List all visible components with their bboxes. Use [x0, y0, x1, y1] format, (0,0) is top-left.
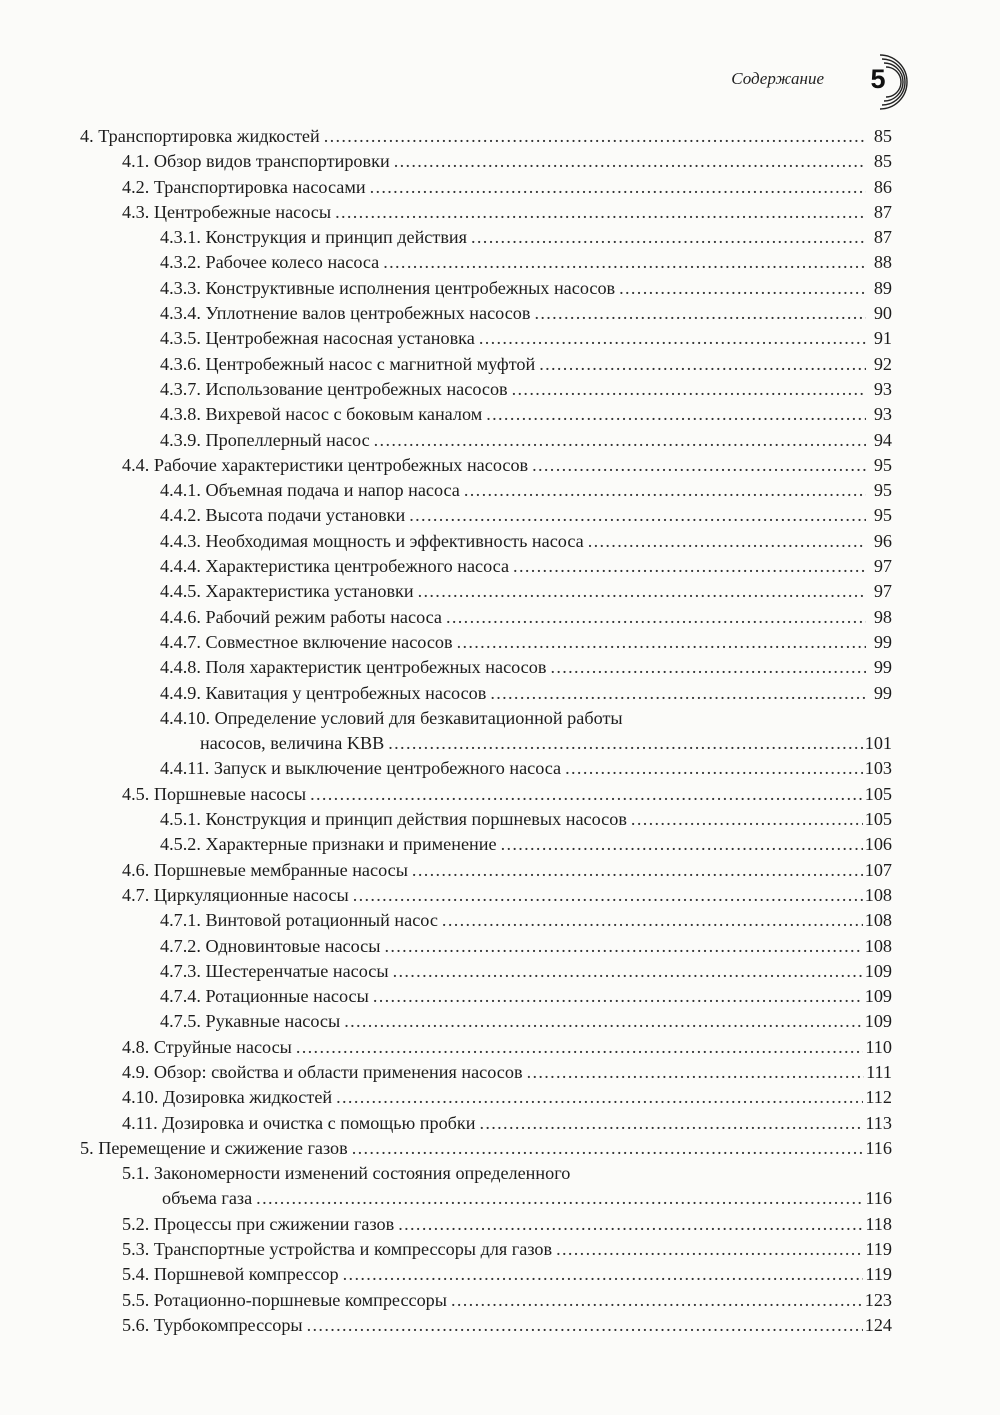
toc-entry-title: 4.4.9. Кавитация у центробежных насосов — [160, 682, 487, 703]
toc-entry-page: 106 — [864, 834, 892, 855]
toc-entry — [80, 554, 900, 579]
toc-entry-page: 95 — [873, 480, 892, 501]
toc-entry-page: 90 — [873, 303, 892, 324]
toc-leader-dots — [565, 756, 863, 781]
toc-leader-dots — [388, 731, 862, 756]
toc-entry-title: 4.7.1. Винтовой ротационный насос — [160, 910, 438, 931]
toc-entry-title: 5.2. Процессы при сжижении газов — [122, 1213, 395, 1234]
toc-entry — [80, 858, 900, 883]
toc-entry — [80, 200, 900, 225]
toc-entry-page: 94 — [873, 429, 892, 450]
toc-entry-page: 85 — [873, 151, 892, 172]
toc-entry-title: 4.1. Обзор видов транспортировки — [122, 151, 390, 172]
toc-entry — [80, 250, 900, 275]
toc-leader-dots — [398, 1212, 863, 1237]
toc-entry-page: 95 — [873, 454, 892, 475]
toc-leader-dots — [471, 225, 866, 250]
toc-leader-dots — [374, 428, 866, 453]
toc-entry — [80, 1262, 900, 1287]
toc-entry-page: 99 — [873, 682, 892, 703]
toc-entry — [80, 681, 900, 706]
toc-entry — [80, 377, 900, 402]
toc-entry-page: 97 — [873, 556, 892, 577]
toc-leader-dots — [631, 807, 863, 832]
toc-leader-dots — [464, 478, 866, 503]
toc-entry-page: 103 — [864, 758, 892, 779]
toc-entry — [80, 1313, 900, 1338]
toc-leader-dots — [527, 1060, 865, 1085]
toc-entry — [80, 1035, 900, 1060]
toc-entry — [80, 1212, 900, 1237]
toc-entry-page: 96 — [873, 530, 892, 551]
toc-entry — [80, 428, 900, 453]
toc-leader-dots — [412, 858, 863, 883]
toc-entry-title: 5. Перемещение и сжижение газов — [80, 1137, 348, 1158]
toc-entry — [80, 908, 900, 933]
toc-entry-title: 4.4.10. Определение условий для безкавитационной работы — [160, 707, 623, 728]
toc-entry-title: 4.10. Дозировка жидкостей — [122, 1087, 333, 1108]
page-number: 5 — [870, 63, 886, 94]
toc-entry-page: 93 — [873, 378, 892, 399]
toc-leader-dots — [451, 1288, 863, 1313]
toc-entry — [80, 1009, 900, 1034]
toc-entry — [80, 175, 900, 200]
toc-entry-title: 4.6. Поршневые мембранные насосы — [122, 859, 408, 880]
toc-leader-dots — [479, 326, 866, 351]
toc-entry-title: 4.2. Транспортировка насосами — [122, 176, 366, 197]
toc-entry-page: 113 — [865, 1112, 892, 1133]
table-of-contents — [80, 124, 900, 1338]
toc-leader-dots — [550, 655, 866, 680]
toc-entry-page: 116 — [865, 1188, 892, 1209]
toc-leader-dots — [457, 630, 866, 655]
toc-leader-dots — [539, 352, 866, 377]
toc-entry-page: 119 — [865, 1239, 892, 1260]
toc-entry-page: 123 — [864, 1289, 892, 1310]
toc-entry-page: 109 — [864, 986, 892, 1007]
toc-entry-title: 4.4.5. Характеристика установки — [160, 581, 414, 602]
toc-entry-title: 4.7. Циркуляционные насосы — [122, 884, 349, 905]
toc-leader-dots — [335, 200, 866, 225]
toc-entry — [80, 934, 900, 959]
toc-entry-title: 5.4. Поршневой компрессор — [122, 1264, 339, 1285]
toc-leader-dots — [479, 1111, 863, 1136]
toc-entry-title: 4.3.6. Центробежный насос с магнитной муфтой — [160, 353, 536, 374]
toc-leader-dots — [393, 959, 863, 984]
toc-leader-dots — [532, 453, 866, 478]
toc-entry-page: 98 — [873, 606, 892, 627]
toc-leader-dots — [512, 377, 866, 402]
toc-entry-page: 89 — [873, 277, 892, 298]
toc-entry-page: 119 — [865, 1264, 892, 1285]
toc-leader-dots — [353, 883, 863, 908]
toc-leader-dots — [256, 1186, 863, 1211]
toc-entry-title: 5.6. Турбокомпрессоры — [122, 1314, 303, 1335]
toc-entry-page: 105 — [864, 783, 892, 804]
toc-entry — [80, 326, 900, 351]
toc-entry-title: 5.1. Закономерности изменений состояния определенного — [122, 1163, 571, 1184]
toc-leader-dots — [501, 832, 863, 857]
toc-leader-dots — [324, 124, 866, 149]
toc-entry — [80, 453, 900, 478]
toc-entry — [80, 579, 900, 604]
toc-entry-page: 116 — [865, 1137, 892, 1158]
toc-entry-title: 4.7.2. Одновинтовые насосы — [160, 935, 381, 956]
toc-entry-title: 4.4.6. Рабочий режим работы насоса — [160, 606, 442, 627]
toc-entry-title: 4.3.2. Рабочее колесо насоса — [160, 252, 380, 273]
toc-leader-dots — [383, 250, 866, 275]
toc-entry-title: насосов, величина KBB — [200, 733, 385, 754]
toc-entry — [80, 1085, 900, 1110]
toc-leader-dots — [373, 984, 863, 1009]
toc-entry-title: 4.3.9. Пропеллерный насос — [160, 429, 370, 450]
toc-entry-title: 4.4. Рабочие характеристики центробежных насосов — [122, 454, 529, 475]
toc-entry — [80, 478, 900, 503]
toc-entry — [80, 301, 900, 326]
toc-leader-dots — [588, 529, 866, 554]
toc-entry-title: 4.9. Обзор: свойства и области применения насосов — [122, 1061, 523, 1082]
toc-entry-page: 86 — [873, 176, 892, 197]
toc-entry-page: 107 — [864, 859, 892, 880]
toc-leader-dots — [490, 681, 866, 706]
toc-entry-page: 110 — [865, 1036, 892, 1057]
toc-entry — [80, 832, 900, 857]
toc-entry — [80, 149, 900, 174]
toc-entry-title: 4.3.8. Вихревой насос с боковым каналом — [160, 404, 483, 425]
toc-entry-title: 4.8. Струйные насосы — [122, 1036, 292, 1057]
toc-entry-page: 91 — [873, 328, 892, 349]
page-number-badge — [858, 52, 912, 106]
toc-entry-page: 105 — [864, 809, 892, 830]
toc-entry-title: 4. Транспортировка жидкостей — [80, 126, 320, 146]
toc-leader-dots — [394, 149, 866, 174]
toc-leader-dots — [384, 934, 862, 959]
toc-entry-page: 111 — [866, 1061, 892, 1082]
toc-entry — [80, 605, 900, 630]
toc-leader-dots — [352, 1136, 864, 1161]
toc-entry — [80, 1288, 900, 1313]
toc-leader-dots — [344, 1009, 863, 1034]
header-title: Содержание — [731, 69, 824, 88]
toc-entry — [80, 706, 900, 731]
toc-entry — [80, 883, 900, 908]
toc-entry-title: 4.3.3. Конструктивные исполнения центробежных насосов — [160, 277, 616, 298]
toc-entry-page: 95 — [873, 505, 892, 526]
toc-entry-title: 4.3. Центробежные насосы — [122, 201, 332, 222]
toc-entry-title: 4.4.8. Поля характеристик центробежных насосов — [160, 657, 547, 678]
toc-entry-title: 4.5.1. Конструкция и принцип действия поршневых насосов — [160, 809, 627, 830]
toc-entry — [80, 124, 900, 149]
toc-entry-title: 4.4.2. Высота подачи установки — [160, 505, 406, 526]
toc-entry-title: 4.3.4. Уплотнение валов центробежных насосов — [160, 303, 531, 324]
toc-entry-page: 108 — [864, 884, 892, 905]
toc-leader-dots — [343, 1262, 864, 1287]
toc-entry — [80, 807, 900, 832]
toc-entry-title: объема газа — [162, 1188, 253, 1209]
toc-leader-dots — [619, 276, 866, 301]
toc-entry — [80, 630, 900, 655]
toc-entry-page: 108 — [864, 910, 892, 931]
toc-entry-page: 99 — [873, 657, 892, 678]
toc-entry — [80, 1237, 900, 1262]
toc-entry — [80, 731, 900, 756]
toc-entry-title: 4.3.1. Конструкция и принцип действия — [160, 227, 468, 248]
toc-leader-dots — [513, 554, 866, 579]
toc-entry-page: 93 — [873, 404, 892, 425]
toc-leader-dots — [370, 175, 866, 200]
toc-entry-page: 108 — [864, 935, 892, 956]
toc-entry-page: 88 — [873, 252, 892, 273]
toc-entry-page: 97 — [873, 581, 892, 602]
toc-entry-page: 118 — [865, 1213, 892, 1234]
toc-leader-dots — [534, 301, 866, 326]
toc-entry — [80, 1060, 900, 1085]
toc-entry-page: 112 — [865, 1087, 892, 1108]
toc-entry-title: 4.4.11. Запуск и выключение центробежного насоса — [160, 758, 562, 779]
toc-entry-title: 4.3.7. Использование центробежных насосов — [160, 378, 508, 399]
toc-entry — [80, 225, 900, 250]
toc-entry-title: 5.5. Ротационно-поршневые компрессоры — [122, 1289, 447, 1310]
toc-entry — [80, 503, 900, 528]
toc-entry-title: 4.4.7. Совместное включение насосов — [160, 631, 453, 652]
toc-entry-page: 99 — [873, 631, 892, 652]
toc-entry-title: 4.4.4. Характеристика центробежного насоса — [160, 556, 510, 577]
toc-entry — [80, 402, 900, 427]
toc-leader-dots — [446, 605, 866, 630]
toc-entry-title: 4.11. Дозировка и очистка с помощью пробки — [122, 1112, 476, 1133]
toc-leader-dots — [336, 1085, 863, 1110]
toc-leader-dots — [307, 1313, 863, 1338]
toc-leader-dots — [486, 402, 866, 427]
toc-entry-title: 5.3. Транспортные устройства и компрессоры для газов — [122, 1239, 553, 1260]
toc-entry — [80, 352, 900, 377]
toc-leader-dots — [442, 908, 863, 933]
toc-entry — [80, 782, 900, 807]
toc-entry-title: 4.5. Поршневые насосы — [122, 783, 307, 804]
toc-entry-page: 124 — [864, 1314, 892, 1335]
toc-entry-page: 92 — [873, 353, 892, 374]
toc-leader-dots — [556, 1237, 863, 1262]
toc-leader-dots — [418, 579, 866, 604]
toc-entry-page: 85 — [873, 126, 892, 146]
toc-entry-page: 87 — [873, 201, 892, 222]
toc-entry-page: 87 — [873, 227, 892, 248]
toc-entry-page: 109 — [864, 1011, 892, 1032]
toc-entry-title: 4.7.3. Шестеренчатые насосы — [160, 960, 389, 981]
toc-entry — [80, 1186, 900, 1211]
toc-entry — [80, 959, 900, 984]
toc-leader-dots — [296, 1035, 864, 1060]
toc-entry-page: 109 — [864, 960, 892, 981]
toc-entry — [80, 1161, 900, 1186]
toc-entry — [80, 984, 900, 1009]
toc-leader-dots — [409, 503, 866, 528]
toc-entry-title: 4.4.1. Объемная подача и напор насоса — [160, 480, 460, 501]
toc-entry-title: 4.5.2. Характерные признаки и применение — [160, 834, 497, 855]
toc-entry — [80, 1136, 900, 1161]
toc-entry — [80, 276, 900, 301]
toc-entry-page: 101 — [864, 733, 892, 754]
toc-entry — [80, 529, 900, 554]
toc-entry — [80, 1111, 900, 1136]
toc-entry-title: 4.4.3. Необходимая мощность и эффективность насоса — [160, 530, 584, 551]
toc-leader-dots — [310, 782, 863, 807]
toc-entry-title: 4.7.4. Ротационные насосы — [160, 986, 369, 1007]
toc-entry-title: 4.3.5. Центробежная насосная установка — [160, 328, 475, 349]
toc-entry — [80, 756, 900, 781]
page-header — [731, 52, 912, 106]
toc-entry — [80, 655, 900, 680]
toc-entry-title: 4.7.5. Рукавные насосы — [160, 1011, 341, 1032]
